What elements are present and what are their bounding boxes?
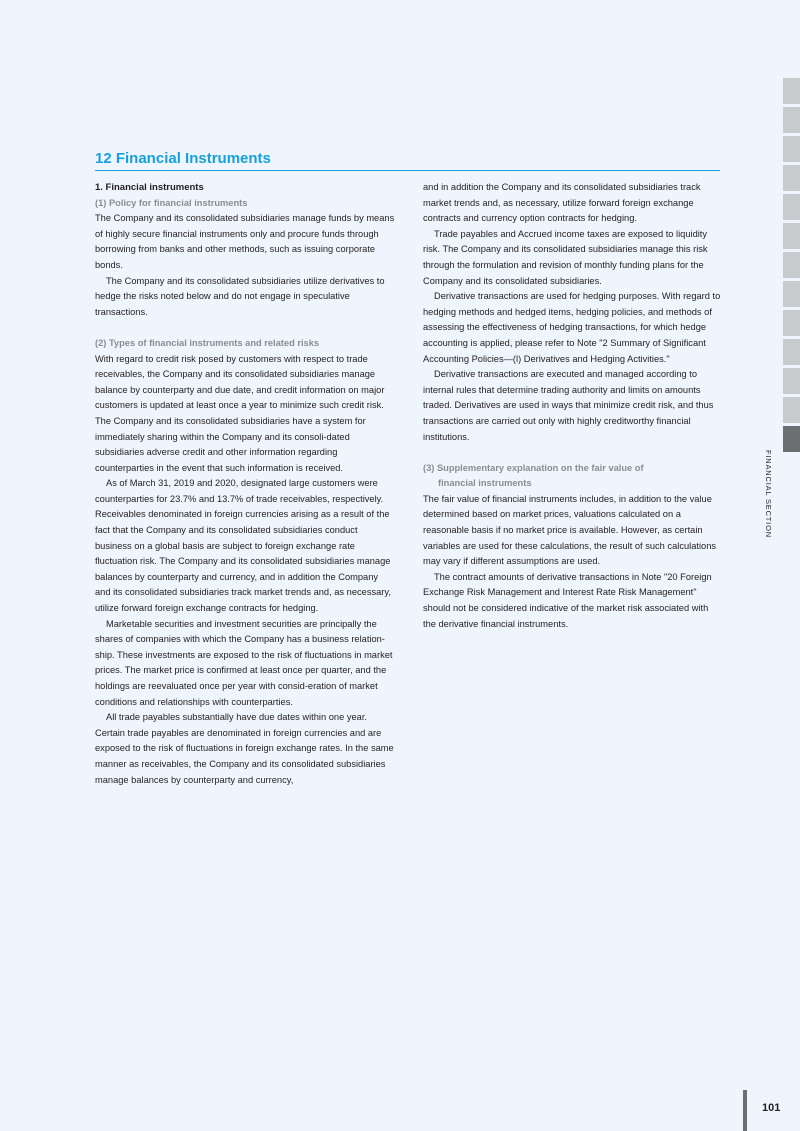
section-title: 12 Financial Instruments bbox=[95, 150, 271, 167]
subheading-fair-value-line1: (3) Supplementary explanation on the fair value of bbox=[423, 462, 644, 473]
section-tab[interactable] bbox=[783, 281, 800, 307]
paragraph: Derivative transactions are used for hedging purposes. With regard to hedging methods and hedged items, hedging policies, and methods of assessing the effectiveness of hedging transactions, for which hedge accounting is applied, please refer to Note "2 Summary of Significant Accounting Policies—(l) Derivatives and Hedging Activities." bbox=[423, 291, 721, 364]
section-tab[interactable] bbox=[783, 397, 800, 423]
paragraph: and in addition the Company and its consolidated subsidiaries track market trends and, as necessary, utilize forward foreign exchange contracts and currency option contracts for hedging. bbox=[423, 182, 701, 224]
financial-section-label: FINANCIAL SECTION bbox=[764, 450, 773, 538]
paragraph: Trade payables and Accrued income taxes are exposed to liquidity risk. The Company and its consolidated subsidiaries manage this risk through the formulation and revision of monthly funding plans for the Company and its consolidated subsidiaries. bbox=[423, 228, 708, 286]
section-header bbox=[95, 150, 720, 171]
heading-financial-instruments: 1. Financial instruments bbox=[95, 182, 204, 193]
section-tabs bbox=[783, 78, 800, 455]
subheading-types-risks: (2) Types of financial instruments and related risks bbox=[95, 337, 320, 348]
paragraph: Marketable securities and investment securities are principally the shares of companies with which the Company has a business relation-ship. These investments are exposed to the risk of fluctuations in market prices. The market price is confirmed at least once per quarter, and the holdings are reevaluated once per year with consid-eration of market conditions and relationships with counterparties. bbox=[95, 618, 393, 707]
section-tab[interactable] bbox=[783, 368, 800, 394]
section-tab-active[interactable] bbox=[783, 426, 800, 452]
paragraph: The fair value of financial instruments includes, in addition to the value determined based on market prices, valuations calculated on a reasonable basis if no market price is available. However, as certain variables are used for these calculations, the result of such calculations may vary if different assumptions are used. bbox=[423, 493, 717, 567]
section-tab[interactable] bbox=[783, 194, 800, 220]
left-column bbox=[95, 180, 395, 788]
subheading-fair-value-line2: financial instruments bbox=[438, 478, 532, 489]
subheading-fair-value bbox=[423, 461, 723, 492]
section-tab[interactable] bbox=[783, 310, 800, 336]
paragraph: The contract amounts of derivative transactions in Note "20 Foreign Exchange Risk Management and Interest Rate Risk Management" should not be considered indicative of the market risk associated with the derivative financial instruments. bbox=[423, 571, 712, 629]
paragraph: The Company and its consolidated subsidiaries manage funds by means of highly secure financial instruments only and procure funds through borrowing from banks and other methods, such as issuing corporate bonds. bbox=[95, 213, 395, 270]
section-tab[interactable] bbox=[783, 78, 800, 104]
page-number-bar bbox=[743, 1090, 747, 1131]
paragraph: As of March 31, 2019 and 2020, designated large customers were counterparties for 23.7% and 13.7% of trade receivables, respectively. Receivables denominated in foreign currencies arising as a result of the fact that the Company and its consolidated subsidiaries conduct business on a global basis are subject to foreign exchange rate fluctuation risk. The Company and its consolidated subsidiaries manage balances by counterparty and currency, and in addition the Company and its consolidated subsidiaries track market trends and, as necessary, utilize forward foreign exchange contracts for hedging. bbox=[95, 478, 391, 614]
section-tab[interactable] bbox=[783, 252, 800, 278]
section-tab[interactable] bbox=[783, 136, 800, 162]
section-tab[interactable] bbox=[783, 223, 800, 249]
page-number: 101 bbox=[762, 1102, 781, 1114]
paragraph: All trade payables substantially have due dates within one year. Certain trade payables are denominated in foreign currencies and are exposed to the risk of fluctuations in foreign exchange rates. In the same manner as receivables, the Company and its consolidated subsidiaries manage balances by counterparty and currency, bbox=[95, 712, 394, 785]
right-column bbox=[423, 180, 723, 632]
section-tab[interactable] bbox=[783, 107, 800, 133]
paragraph: Derivative transactions are executed and managed according to internal rules that determine trading authority and limits on amounts traded. Derivatives are used in ways that minimize credit risk, and thus transactions are carried out only with highly creditworthy financial institutions. bbox=[423, 369, 714, 442]
section-tab[interactable] bbox=[783, 165, 800, 191]
paragraph: The Company and its consolidated subsidiaries utilize derivatives to hedge the risks noted below and do not engage in speculative transactions. bbox=[95, 275, 385, 317]
subheading-policy: (1) Policy for financial instruments bbox=[95, 197, 248, 208]
paragraph: With regard to credit risk posed by customers with respect to trade receivables, the Company and its consolidated subsidiaries manage balance by counterparty and due date, and credit information on major customers is updated at least once a year to minimize such credit risk. The Company and its consolidated subsidiaries have a system for immediately sharing within the Company and its consoli-dated subsidiaries adverse credit and other information regarding counterparties in the event that such information is received. bbox=[95, 353, 385, 473]
section-tab[interactable] bbox=[783, 339, 800, 365]
